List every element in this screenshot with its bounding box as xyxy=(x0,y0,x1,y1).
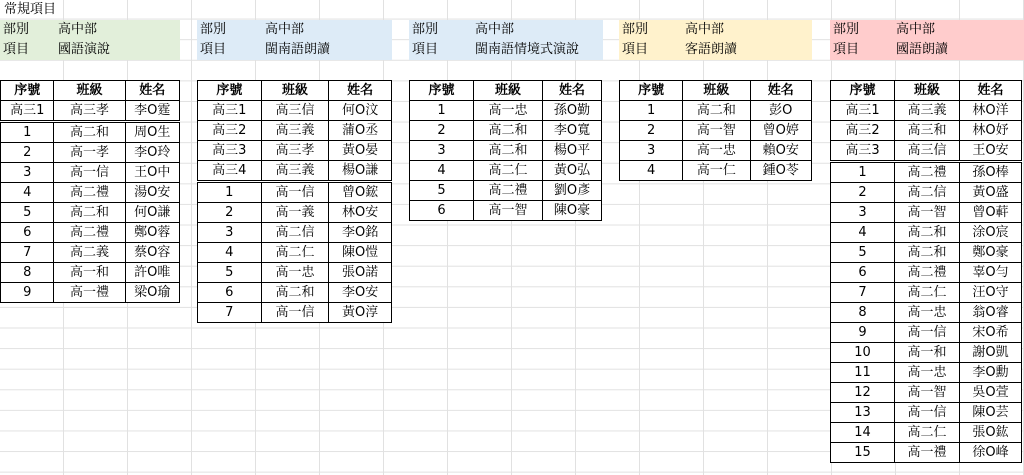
table-row xyxy=(198,121,392,141)
sheet-title: 常規項目 xyxy=(4,2,57,17)
name-cell: 辜O勻 xyxy=(960,263,1022,283)
item-value: 客語朗讀 xyxy=(685,42,738,57)
name-cell: 許O唯 xyxy=(125,263,179,283)
seq-cell: 8 xyxy=(831,303,895,323)
column-header-seq: 序號 xyxy=(620,81,683,101)
class-cell: 高三孝 xyxy=(54,101,125,122)
name-cell: 徐O峰 xyxy=(960,443,1022,463)
name-cell: 林O妤 xyxy=(960,121,1022,141)
column-header-seq: 序號 xyxy=(1,81,54,101)
table-row xyxy=(198,161,392,182)
seq-cell: 6 xyxy=(410,201,474,221)
seq-cell: 2 xyxy=(198,203,262,223)
class-cell: 高一忠 xyxy=(895,303,960,323)
dept-value: 高中部 xyxy=(58,22,98,37)
seq-cell: 3 xyxy=(620,141,683,161)
seq-cell: 高三1 xyxy=(831,101,895,121)
roster-table xyxy=(197,80,392,323)
class-cell: 高一信 xyxy=(261,182,329,203)
name-cell: 翁O睿 xyxy=(960,303,1022,323)
class-cell: 高三和 xyxy=(895,121,960,141)
seq-cell: 高三3 xyxy=(198,141,262,161)
table-row xyxy=(831,203,1022,223)
table-row xyxy=(1,183,180,203)
column-header-seq: 序號 xyxy=(198,81,262,101)
name-cell: 黃O盛 xyxy=(960,183,1022,203)
class-cell: 高三義 xyxy=(261,161,329,182)
column-header-class: 班級 xyxy=(474,81,543,101)
class-cell: 高一信 xyxy=(895,403,960,423)
name-cell: 李O安 xyxy=(329,283,392,303)
seq-cell: 1 xyxy=(410,101,474,121)
class-cell: 高三信 xyxy=(895,141,960,162)
class-cell: 高二禮 xyxy=(474,181,543,201)
table-row xyxy=(1,101,180,122)
seq-cell: 8 xyxy=(1,263,54,283)
name-cell: 鄭O豪 xyxy=(960,243,1022,263)
seq-cell: 高三3 xyxy=(831,141,895,162)
name-cell: 吳O萱 xyxy=(960,383,1022,403)
seq-cell: 4 xyxy=(620,161,683,181)
seq-cell: 高三2 xyxy=(198,121,262,141)
seq-cell: 高三4 xyxy=(198,161,262,182)
seq-cell: 5 xyxy=(1,203,54,223)
class-cell: 高一智 xyxy=(895,383,960,403)
table-row xyxy=(1,263,180,283)
name-cell: 曾O婷 xyxy=(750,121,811,141)
name-cell: 張O諾 xyxy=(329,263,392,283)
table-row xyxy=(620,141,812,161)
seq-cell: 7 xyxy=(831,283,895,303)
class-cell: 高一智 xyxy=(895,203,960,223)
name-cell: 涂O宸 xyxy=(960,223,1022,243)
item-value: 國語朗讀 xyxy=(896,42,949,57)
class-cell: 高一忠 xyxy=(683,141,750,161)
table-row xyxy=(831,223,1022,243)
table-row xyxy=(1,122,180,143)
name-cell: 彭O xyxy=(750,101,811,121)
item-key: 項目 xyxy=(200,42,227,57)
table-header-row xyxy=(1,81,180,101)
table-row xyxy=(831,162,1022,183)
item-value: 閩南語朗讀 xyxy=(265,42,331,57)
name-cell: 鄭O蓉 xyxy=(125,223,179,243)
column-header-name: 姓名 xyxy=(750,81,811,101)
class-cell: 高二信 xyxy=(261,223,329,243)
column-header-seq: 序號 xyxy=(410,81,474,101)
seq-cell: 5 xyxy=(831,243,895,263)
column-header-class: 班級 xyxy=(683,81,750,101)
table-row xyxy=(410,201,602,221)
table-row xyxy=(831,383,1022,403)
item-key: 項目 xyxy=(3,42,30,57)
class-cell: 高一和 xyxy=(895,343,960,363)
seq-cell: 9 xyxy=(1,283,54,303)
class-cell: 高一忠 xyxy=(895,363,960,383)
table-row xyxy=(831,183,1022,203)
class-cell: 高二和 xyxy=(261,283,329,303)
table-row xyxy=(831,323,1022,343)
table-row xyxy=(198,243,392,263)
seq-cell: 1 xyxy=(198,182,262,203)
roster-table xyxy=(0,80,180,303)
column-header-seq: 序號 xyxy=(831,81,895,101)
seq-cell: 2 xyxy=(410,121,474,141)
seq-cell: 11 xyxy=(831,363,895,383)
item-key: 項目 xyxy=(833,42,860,57)
class-cell: 高一孝 xyxy=(54,143,125,163)
class-cell: 高一信 xyxy=(895,323,960,343)
table-row xyxy=(831,343,1022,363)
table-row xyxy=(831,243,1022,263)
seq-cell: 2 xyxy=(1,143,54,163)
table-row xyxy=(831,141,1022,162)
seq-cell: 15 xyxy=(831,443,895,463)
name-cell: 曾O鋐 xyxy=(329,182,392,203)
class-cell: 高二和 xyxy=(54,122,125,143)
seq-cell: 7 xyxy=(1,243,54,263)
name-cell: 汪O守 xyxy=(960,283,1022,303)
seq-cell: 3 xyxy=(831,203,895,223)
item-key: 項目 xyxy=(622,42,649,57)
table-row xyxy=(198,303,392,323)
table-row xyxy=(1,223,180,243)
item-key: 項目 xyxy=(412,42,439,57)
class-cell: 高一智 xyxy=(474,201,543,221)
table-row xyxy=(620,121,812,141)
class-cell: 高二禮 xyxy=(54,223,125,243)
column-header-name: 姓名 xyxy=(125,81,179,101)
name-cell: 陳O豪 xyxy=(543,201,602,221)
table-row xyxy=(410,101,602,121)
table-row xyxy=(831,121,1022,141)
column-header-class: 班級 xyxy=(261,81,329,101)
seq-cell: 4 xyxy=(1,183,54,203)
table-row xyxy=(831,363,1022,383)
table-row xyxy=(831,443,1022,463)
dept-key: 部別 xyxy=(622,22,649,37)
item-value: 閩南語情境式演說 xyxy=(475,42,580,57)
event-header xyxy=(0,20,180,60)
class-cell: 高一義 xyxy=(261,203,329,223)
table-header-row xyxy=(410,81,602,101)
dept-value: 高中部 xyxy=(685,22,725,37)
name-cell: 宋O希 xyxy=(960,323,1022,343)
seq-cell: 5 xyxy=(410,181,474,201)
class-cell: 高三孝 xyxy=(261,141,329,161)
table-row xyxy=(1,243,180,263)
table-header-row xyxy=(831,81,1022,101)
class-cell: 高二禮 xyxy=(895,263,960,283)
class-cell: 高二和 xyxy=(54,203,125,223)
name-cell: 陳O愷 xyxy=(329,243,392,263)
name-cell: 林O安 xyxy=(329,203,392,223)
column-header-name: 姓名 xyxy=(960,81,1022,101)
seq-cell: 高三1 xyxy=(1,101,54,122)
table-row xyxy=(1,203,180,223)
seq-cell: 6 xyxy=(831,263,895,283)
table-row xyxy=(831,283,1022,303)
event-header xyxy=(409,20,603,60)
table-row xyxy=(620,101,812,121)
dept-value: 高中部 xyxy=(896,22,936,37)
seq-cell: 13 xyxy=(831,403,895,423)
name-cell: 林O洋 xyxy=(960,101,1022,121)
dept-key: 部別 xyxy=(833,22,860,37)
name-cell: 孫O棒 xyxy=(960,162,1022,183)
class-cell: 高三義 xyxy=(261,121,329,141)
class-cell: 高一忠 xyxy=(474,101,543,121)
class-cell: 高二仁 xyxy=(261,243,329,263)
seq-cell: 5 xyxy=(198,263,262,283)
table-row xyxy=(198,141,392,161)
class-cell: 高二信 xyxy=(895,183,960,203)
dept-key: 部別 xyxy=(3,22,30,37)
class-cell: 高一和 xyxy=(54,263,125,283)
table-row xyxy=(831,403,1022,423)
dept-key: 部別 xyxy=(412,22,439,37)
table-row xyxy=(198,182,392,203)
seq-cell: 14 xyxy=(831,423,895,443)
class-cell: 高二和 xyxy=(895,223,960,243)
event-header xyxy=(619,20,812,60)
seq-cell: 4 xyxy=(410,161,474,181)
table-row xyxy=(831,303,1022,323)
class-cell: 高二義 xyxy=(54,243,125,263)
roster-table xyxy=(830,80,1022,463)
table-row xyxy=(1,163,180,183)
seq-cell: 9 xyxy=(831,323,895,343)
table-row xyxy=(410,161,602,181)
class-cell: 高二禮 xyxy=(54,183,125,203)
name-cell: 李O銘 xyxy=(329,223,392,243)
item-value: 國語演說 xyxy=(58,42,111,57)
table-row xyxy=(1,143,180,163)
seq-cell: 1 xyxy=(831,162,895,183)
name-cell: 賴O安 xyxy=(750,141,811,161)
table-row xyxy=(198,263,392,283)
name-cell: 黃O弘 xyxy=(543,161,602,181)
table-row xyxy=(198,101,392,121)
name-cell: 張O鈜 xyxy=(960,423,1022,443)
event-header xyxy=(197,20,392,60)
name-cell: 黃O晏 xyxy=(329,141,392,161)
seq-cell: 6 xyxy=(198,283,262,303)
name-cell: 王O安 xyxy=(960,141,1022,162)
table-row xyxy=(620,161,812,181)
roster-table xyxy=(409,80,602,221)
column-header-name: 姓名 xyxy=(543,81,602,101)
name-cell: 黃O淳 xyxy=(329,303,392,323)
table-header-row xyxy=(620,81,812,101)
seq-cell: 10 xyxy=(831,343,895,363)
class-cell: 高二和 xyxy=(474,121,543,141)
dept-value: 高中部 xyxy=(475,22,515,37)
table-row xyxy=(198,203,392,223)
class-cell: 高二和 xyxy=(895,243,960,263)
seq-cell: 2 xyxy=(620,121,683,141)
table-row xyxy=(831,101,1022,121)
roster-table xyxy=(619,80,812,181)
seq-cell: 4 xyxy=(198,243,262,263)
seq-cell: 高三1 xyxy=(198,101,262,121)
class-cell: 高一仁 xyxy=(683,161,750,181)
seq-cell: 3 xyxy=(198,223,262,243)
name-cell: 陳O芸 xyxy=(960,403,1022,423)
table-row xyxy=(410,181,602,201)
class-cell: 高三信 xyxy=(261,101,329,121)
name-cell: 曾O蓒 xyxy=(960,203,1022,223)
table-row xyxy=(831,263,1022,283)
name-cell: 楊O平 xyxy=(543,141,602,161)
class-cell: 高一禮 xyxy=(895,443,960,463)
column-header-class: 班級 xyxy=(54,81,125,101)
name-cell: 李O寬 xyxy=(543,121,602,141)
seq-cell: 3 xyxy=(410,141,474,161)
column-header-name: 姓名 xyxy=(329,81,392,101)
class-cell: 高三義 xyxy=(895,101,960,121)
table-row xyxy=(831,423,1022,443)
event-header xyxy=(830,20,1024,60)
name-cell: 梁O瑜 xyxy=(125,283,179,303)
class-cell: 高二和 xyxy=(683,101,750,121)
seq-cell: 7 xyxy=(198,303,262,323)
name-cell: 李O玲 xyxy=(125,143,179,163)
class-cell: 高一忠 xyxy=(261,263,329,283)
name-cell: 蔡O容 xyxy=(125,243,179,263)
dept-value: 高中部 xyxy=(265,22,305,37)
class-cell: 高一信 xyxy=(54,163,125,183)
class-cell: 高二禮 xyxy=(895,162,960,183)
name-cell: 謝O凱 xyxy=(960,343,1022,363)
class-cell: 高一信 xyxy=(261,303,329,323)
name-cell: 鍾O苓 xyxy=(750,161,811,181)
table-row xyxy=(198,223,392,243)
name-cell: 劉O彥 xyxy=(543,181,602,201)
name-cell: 湯O安 xyxy=(125,183,179,203)
table-row xyxy=(198,283,392,303)
dept-key: 部別 xyxy=(200,22,227,37)
seq-cell: 6 xyxy=(1,223,54,243)
name-cell: 何O汶 xyxy=(329,101,392,121)
name-cell: 蒲O丞 xyxy=(329,121,392,141)
name-cell: 楊O謙 xyxy=(329,161,392,182)
seq-cell: 12 xyxy=(831,383,895,403)
table-row xyxy=(410,141,602,161)
seq-cell: 高三2 xyxy=(831,121,895,141)
class-cell: 高二仁 xyxy=(474,161,543,181)
table-header-row xyxy=(198,81,392,101)
class-cell: 高一智 xyxy=(683,121,750,141)
table-row xyxy=(1,283,180,303)
seq-cell: 3 xyxy=(1,163,54,183)
name-cell: 孫O勤 xyxy=(543,101,602,121)
class-cell: 高二仁 xyxy=(895,423,960,443)
column-header-class: 班級 xyxy=(895,81,960,101)
name-cell: 周O生 xyxy=(125,122,179,143)
seq-cell: 1 xyxy=(1,122,54,143)
seq-cell: 4 xyxy=(831,223,895,243)
seq-cell: 1 xyxy=(620,101,683,121)
class-cell: 高二仁 xyxy=(895,283,960,303)
class-cell: 高二和 xyxy=(474,141,543,161)
table-row xyxy=(410,121,602,141)
name-cell: 王O中 xyxy=(125,163,179,183)
class-cell: 高一禮 xyxy=(54,283,125,303)
seq-cell: 2 xyxy=(831,183,895,203)
name-cell: 李O霆 xyxy=(125,101,179,122)
name-cell: 何O謙 xyxy=(125,203,179,223)
name-cell: 李O勳 xyxy=(960,363,1022,383)
